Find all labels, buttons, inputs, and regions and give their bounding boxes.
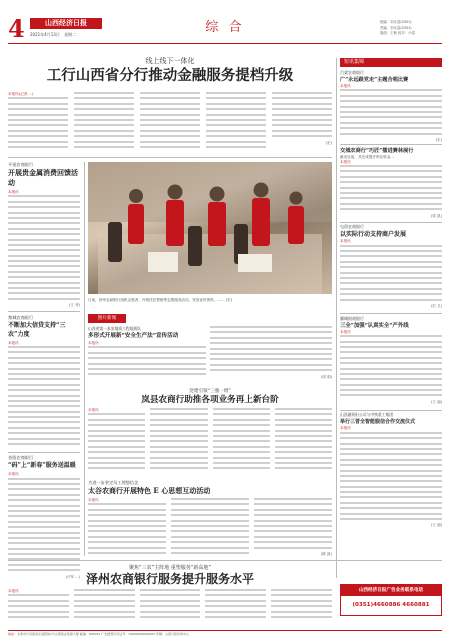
b2-author: (梁 凯) xyxy=(430,213,442,218)
editor-line: 版面：王敏 校对：小春 xyxy=(380,31,415,36)
bottom-headline: 泽州农商银行服务提升服务水平 xyxy=(85,572,254,586)
photo-caption xyxy=(88,298,332,312)
bottom-byline: 本报讯 xyxy=(8,589,19,593)
story3-headline: “码”上“新春”服务送温暖 xyxy=(8,462,76,470)
b5-kicker: 山西融资担公司与中铁重工集团 xyxy=(340,412,394,418)
story3-author: (卢军 ...) xyxy=(65,574,80,579)
b3-author: (宏 卫) xyxy=(430,303,442,308)
lead-byline: 本报讯(记者 ...) xyxy=(8,92,34,96)
b5-author: (王 丽) xyxy=(430,523,442,528)
b2-body xyxy=(340,160,442,220)
footer-text: 地址：太原市长风商务区洛阳街1号山西报业集团大厦 邮编：030031 广告经营许可证号：14000000000002 印刷：山西日报印务中心 xyxy=(8,632,189,636)
section-title xyxy=(194,16,256,36)
b4-headline: 三全“加强”认真实全“产外线 xyxy=(340,322,409,329)
date: 2021年4月13日 xyxy=(30,32,60,37)
party-story xyxy=(88,388,332,476)
footer-rule xyxy=(8,630,442,631)
masthead-rule xyxy=(8,43,442,44)
divider xyxy=(336,58,337,578)
safety-kicker: 山西省第一本安地质工程地质队 xyxy=(88,326,142,331)
issue-date xyxy=(30,32,76,38)
editor-line: 责编：刘永富(0351) xyxy=(380,25,412,30)
story3-kicker: 昔阳农商银行 xyxy=(8,455,34,461)
volunteers-illustration xyxy=(88,162,332,294)
story1-author: (王 菲) xyxy=(68,303,80,308)
photo-news-label-text: 图片新闻 xyxy=(97,316,117,321)
b4-kicker: 翼城银商银行 xyxy=(340,315,364,321)
party-kicker: 党建引领“三强一增” xyxy=(189,389,231,394)
safety-body-2 xyxy=(210,326,332,384)
safety-headline: 多形式开展新“安全生产法”宣传活动 xyxy=(88,333,179,339)
ad-line-1: 山西经济日报广告业务联系电话 xyxy=(341,585,441,596)
paper-name: 山西经济日报 xyxy=(45,19,87,27)
masthead xyxy=(8,16,442,52)
b5-body xyxy=(340,426,442,530)
taigu-kicker: 为进一步坚定员工理想信念 xyxy=(88,480,139,485)
b5-byline: 本报讯 xyxy=(340,426,351,431)
ad-line-2: (0351)4660886 4660881 xyxy=(352,602,430,608)
story1-kicker: 平遥农商银行 xyxy=(8,162,34,167)
b1-author: (宏) xyxy=(435,137,442,142)
weekday: 星期二 xyxy=(64,32,77,37)
story1-body xyxy=(8,190,80,308)
lead-kicker: 线上线下一体化 xyxy=(145,57,195,65)
left-column xyxy=(8,162,80,579)
b3-body xyxy=(340,239,442,311)
brief-label xyxy=(340,58,442,67)
party-byline: 本报讯 xyxy=(88,408,99,412)
taigu-byline: 本报讯 xyxy=(88,498,99,502)
b1-byline: 本报讯 xyxy=(340,84,351,88)
bottom-story xyxy=(8,564,332,630)
bottom-body xyxy=(8,589,332,629)
b2-byline: 本报讯 xyxy=(340,159,351,164)
lead-body xyxy=(8,92,332,152)
b3-kicker: 屯留农商银行 xyxy=(340,224,364,230)
lead-headline: 工行山西省分行推动金融服务提档升级 xyxy=(46,67,294,84)
story2-headline: 不断加大信贷支持“三农”力度 xyxy=(8,321,66,338)
caption-author: (宏) xyxy=(225,298,233,302)
page-number: 4 xyxy=(8,14,25,43)
b4-author: (王 丽) xyxy=(430,399,442,404)
b3-byline: 本报讯 xyxy=(340,239,351,244)
taigu-headline: 太谷农商行开展特色 E 心思想互动活动 xyxy=(88,486,211,495)
taigu-author: (陈 凯) xyxy=(320,551,332,556)
story2-body xyxy=(8,341,80,449)
b1-body xyxy=(340,84,442,142)
b4-body xyxy=(340,330,442,408)
b1-kicker: 吕梁农商银行 xyxy=(340,70,364,75)
b3-headline: 以实际行动支持商户发展 xyxy=(340,231,407,239)
paper-name-bar xyxy=(30,18,102,29)
right-column xyxy=(340,58,442,578)
news-photo xyxy=(88,162,332,294)
b4-byline: 本报讯 xyxy=(340,329,351,334)
story3-byline: 本报讯 xyxy=(8,472,19,477)
photo-news-label xyxy=(88,314,126,323)
divider xyxy=(84,162,85,556)
editor-line: 统编：刘永富(0351) xyxy=(380,20,412,24)
ad-box xyxy=(340,584,442,616)
brief-label-text: 短讯集锦 xyxy=(344,59,365,65)
taigu-story xyxy=(88,480,332,556)
taigu-body xyxy=(88,498,332,558)
caption-text: 日前，泽州农商银行组织志愿者、开展扶贫帮困等志愿服务活动，发放宣传资料，…… xyxy=(88,298,225,302)
b5-headline: 举行三晋全智能服信合作交流仪式 xyxy=(340,419,416,426)
story2-byline: 本报讯 xyxy=(8,340,19,345)
safety-byline: 本报讯 xyxy=(88,341,99,345)
party-body xyxy=(88,408,332,474)
section-name: 综 合 xyxy=(205,20,245,35)
safety-story xyxy=(88,326,206,384)
story2-kicker: 黎城农商银行 xyxy=(8,314,34,320)
bottom-kicker: 聚焦“三农”主阵地 重塑服务“新高地” xyxy=(129,565,211,571)
story1-byline: 本报讯 xyxy=(8,190,19,194)
safety-body xyxy=(88,341,206,381)
lead-story xyxy=(8,56,332,152)
b2-sub: 截至目前，共完成提开库存资金... xyxy=(340,154,394,159)
divider xyxy=(8,157,332,158)
b1-headline: 广“永远跟党走”主题合唱比赛 xyxy=(340,77,409,83)
story1-headline: 开展贵金属消费回馈活动 xyxy=(8,168,78,187)
safety-author: (周 明) xyxy=(320,374,332,379)
lead-author: (宏) xyxy=(325,140,332,145)
editor-info xyxy=(380,20,444,37)
b2-headline: 交城农商行“巧匠”擂进赛林展行 xyxy=(340,147,414,154)
party-headline: 岚县农商行助推各项业务再上新台阶 xyxy=(141,395,279,405)
